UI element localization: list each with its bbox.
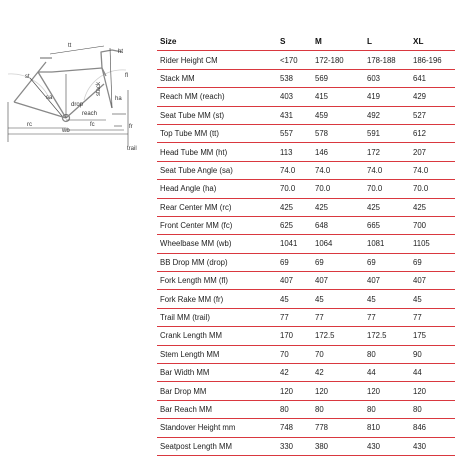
row-label: Fork Rake MM (fr) xyxy=(160,294,224,304)
label-fr: fr xyxy=(129,124,133,130)
table-cell: 625 xyxy=(280,221,294,231)
header-size: Size xyxy=(160,37,177,47)
table-cell: 407 xyxy=(280,276,294,286)
table-cell: 425 xyxy=(315,202,329,212)
table-cell: 69 xyxy=(280,257,289,267)
table-cell: 70 xyxy=(315,349,324,359)
label-sa: sa xyxy=(46,95,53,101)
table-cell: 415 xyxy=(315,92,329,102)
table-row xyxy=(157,345,455,363)
table-cell: 641 xyxy=(413,73,427,83)
label-fc: fc xyxy=(90,122,95,128)
table-cell: 172-180 xyxy=(315,55,344,65)
header-size-m: M xyxy=(315,37,322,47)
table-cell: 74.0 xyxy=(280,165,296,175)
table-row xyxy=(157,180,455,198)
table-cell: 77 xyxy=(367,313,376,323)
table-cell: 44 xyxy=(367,368,376,378)
table-cell: 1081 xyxy=(367,239,385,249)
table-cell: 612 xyxy=(413,129,427,139)
table-header-row xyxy=(157,33,455,51)
table-cell: 178-188 xyxy=(367,55,396,65)
row-label: Seat Tube MM (st) xyxy=(160,110,225,120)
table-cell: 527 xyxy=(413,110,427,120)
table-cell: 70.0 xyxy=(413,184,429,194)
row-label: Trail MM (trail) xyxy=(160,313,210,323)
table-row xyxy=(157,216,455,234)
row-label: Wheelbase MM (wb) xyxy=(160,239,232,249)
table-cell: 591 xyxy=(367,129,381,139)
table-cell: 492 xyxy=(367,110,381,120)
table-cell: 146 xyxy=(315,147,329,157)
table-cell: 569 xyxy=(315,73,329,83)
row-label: Stem Length MM xyxy=(160,349,220,359)
table-cell: 172 xyxy=(367,147,381,157)
table-cell: 557 xyxy=(280,129,294,139)
label-wb: wb xyxy=(62,128,70,134)
table-row xyxy=(157,382,455,400)
table-cell: 45 xyxy=(367,294,376,304)
table-cell: 120 xyxy=(413,386,427,396)
table-row xyxy=(157,198,455,216)
table-row xyxy=(157,69,455,87)
table-cell: 425 xyxy=(280,202,294,212)
table-row xyxy=(157,253,455,271)
frame-outline xyxy=(14,50,122,122)
table-cell: 120 xyxy=(315,386,329,396)
table-cell: 1041 xyxy=(280,239,298,249)
table-cell: 80 xyxy=(413,405,422,414)
table-cell: 380 xyxy=(315,441,329,451)
table-cell: 419 xyxy=(367,92,381,102)
table-cell: 69 xyxy=(413,257,422,267)
label-trail: trail xyxy=(127,146,137,152)
table-cell: 665 xyxy=(367,221,381,231)
label-st: st xyxy=(25,74,30,80)
table-row xyxy=(157,88,455,106)
row-label: Bar Drop MM xyxy=(160,386,207,396)
row-label: Head Angle (ha) xyxy=(160,184,217,194)
table-cell: 430 xyxy=(367,441,381,451)
table-cell: 70.0 xyxy=(315,184,331,194)
table-row xyxy=(157,235,455,253)
table-row xyxy=(157,419,455,437)
table-cell: <170 xyxy=(280,55,298,65)
table-cell: 74.0 xyxy=(413,165,429,175)
table-cell: 538 xyxy=(280,73,294,83)
table-cell: 45 xyxy=(315,294,324,304)
table-row xyxy=(157,308,455,326)
table-cell: 45 xyxy=(280,294,289,304)
table-cell: 403 xyxy=(280,92,294,102)
table-cell: 90 xyxy=(413,349,422,359)
header-size-s: S xyxy=(280,37,286,47)
table-cell: 330 xyxy=(280,441,294,451)
table-row xyxy=(157,290,455,308)
table-cell: 1105 xyxy=(413,239,430,249)
row-label: Rear Center MM (rc) xyxy=(160,202,232,212)
row-label: Crank Length MM xyxy=(160,331,222,341)
table-cell: 425 xyxy=(413,202,427,212)
table-cell: 120 xyxy=(280,386,294,396)
table-cell: 42 xyxy=(280,368,289,378)
table-cell: 207 xyxy=(413,147,427,157)
row-label: Seat Tube Angle (sa) xyxy=(160,165,233,175)
row-label: Front Center MM (fc) xyxy=(160,221,233,231)
table-cell: 69 xyxy=(315,257,324,267)
label-reach: reach xyxy=(82,111,98,117)
row-label: Head Tube MM (ht) xyxy=(160,147,228,157)
table-cell: 44 xyxy=(413,368,422,378)
table-cell: 172.5 xyxy=(367,331,387,341)
table-cell: 69 xyxy=(367,257,376,267)
table-cell: 648 xyxy=(315,221,329,231)
table-cell: 172.5 xyxy=(315,331,335,341)
table-cell: 748 xyxy=(280,423,294,433)
label-fl: fl xyxy=(125,73,128,79)
table-cell: 74.0 xyxy=(367,165,383,175)
table-cell: 70 xyxy=(280,349,289,359)
label-rc: rc xyxy=(27,122,32,128)
label-ht: ht xyxy=(118,49,124,55)
table-cell: 175 xyxy=(413,331,427,341)
table-row xyxy=(157,143,455,161)
table-cell: 407 xyxy=(367,276,381,286)
table-cell: 42 xyxy=(315,368,324,378)
table-cell: 77 xyxy=(280,313,289,323)
label-ha: ha xyxy=(115,96,122,102)
table-row xyxy=(157,400,455,418)
table-cell: 80 xyxy=(315,405,324,414)
geometry-table xyxy=(157,33,455,456)
table-cell: 113 xyxy=(280,147,293,157)
table-row xyxy=(157,364,455,382)
table-cell: 77 xyxy=(315,313,324,323)
row-label: BB Drop MM (drop) xyxy=(160,257,228,267)
label-drop: drop xyxy=(71,102,84,108)
table-cell: 810 xyxy=(367,423,381,433)
row-label: Reach MM (reach) xyxy=(160,92,225,102)
table-row xyxy=(157,437,455,455)
row-label: Seatpost Length MM xyxy=(160,441,232,451)
row-label: Fork Length MM (fl) xyxy=(160,276,229,286)
row-label: Stack MM xyxy=(160,73,195,83)
bike-geometry-diagram xyxy=(0,30,150,160)
table-cell: 430 xyxy=(413,441,427,451)
table-row xyxy=(157,106,455,124)
header-size-l: L xyxy=(367,37,373,47)
table-cell: 120 xyxy=(367,386,381,396)
row-label: Top Tube MM (tt) xyxy=(160,129,219,139)
table-cell: 80 xyxy=(367,349,376,359)
table-row xyxy=(157,327,455,345)
table-body xyxy=(157,51,455,456)
table-row xyxy=(157,161,455,179)
row-label: Bar Width MM xyxy=(160,368,210,378)
table-cell: 431 xyxy=(280,110,294,120)
table-cell: 846 xyxy=(413,423,427,433)
table-cell: 170 xyxy=(280,331,294,341)
table-cell: 70.0 xyxy=(280,184,296,194)
diagram-labels xyxy=(25,43,137,152)
table-cell: 425 xyxy=(367,202,381,212)
table-cell: 407 xyxy=(413,276,427,286)
table-cell: 1064 xyxy=(315,239,333,249)
table-cell: 778 xyxy=(315,423,329,433)
table-cell: 77 xyxy=(413,313,422,323)
label-tt: tt xyxy=(68,43,72,49)
table-row xyxy=(157,51,455,69)
table-cell: 186-196 xyxy=(413,55,442,65)
label-stack: stack xyxy=(96,81,102,96)
row-label: Standover Height mm xyxy=(160,423,236,433)
table-row xyxy=(157,124,455,142)
table-row xyxy=(157,272,455,290)
row-label: Bar Reach MM xyxy=(160,405,212,414)
table-cell: 578 xyxy=(315,129,329,139)
table-cell: 407 xyxy=(315,276,329,286)
table-cell: 429 xyxy=(413,92,427,102)
table-cell: 459 xyxy=(315,110,329,120)
table-cell: 80 xyxy=(367,405,376,414)
row-label: Rider Height CM xyxy=(160,55,218,65)
table-cell: 603 xyxy=(367,73,381,83)
table-cell: 45 xyxy=(413,294,422,304)
table-cell: 80 xyxy=(280,405,289,414)
table-cell: 70.0 xyxy=(367,184,383,194)
table-cell: 74.0 xyxy=(315,165,331,175)
table-cell: 700 xyxy=(413,221,427,231)
header-size-xl: XL xyxy=(413,37,424,47)
